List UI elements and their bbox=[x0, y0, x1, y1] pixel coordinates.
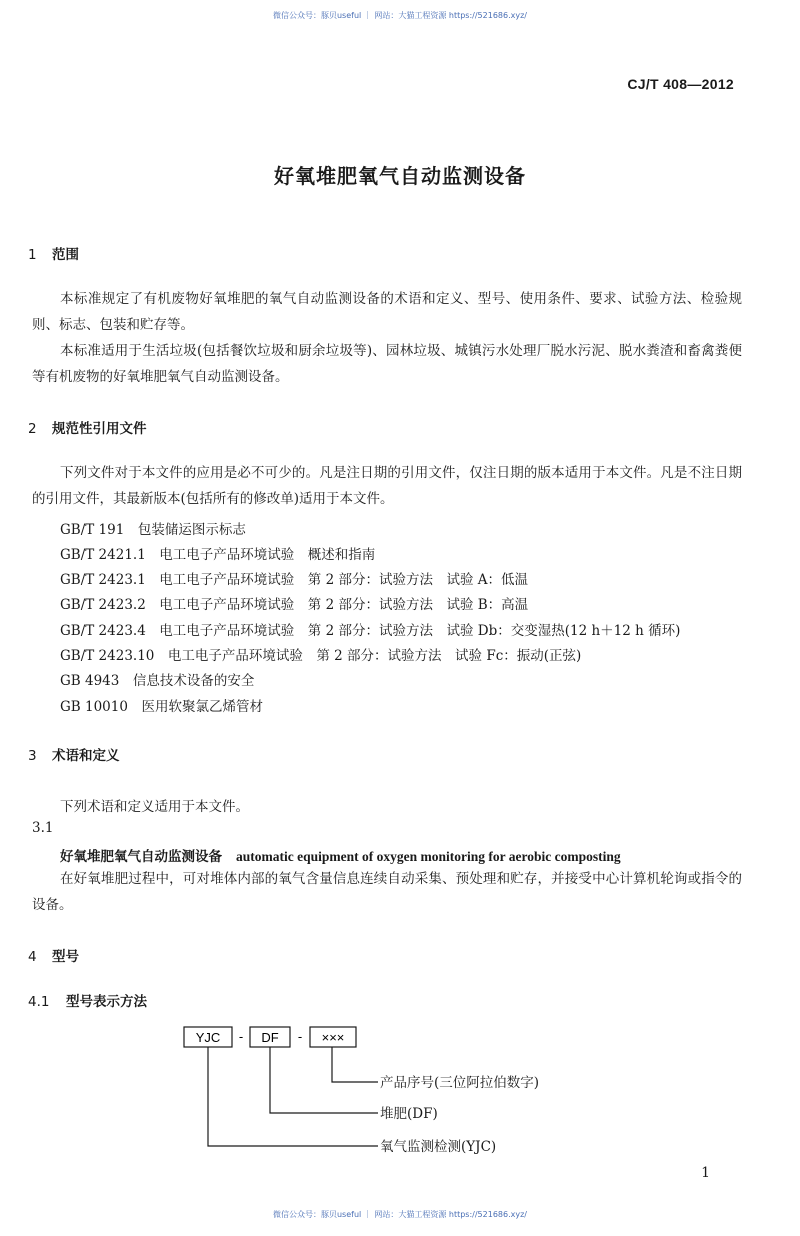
section-1-paragraph-2: 本标准适用于生活垃圾(包括餐饮垃圾和厨余垃圾等)、园林垃圾、城镇污水处理厂脱水污泥、脱水粪渣和畜禽粪便等有机废物的好氧堆肥氧气自动监测设备。 bbox=[32, 343, 742, 385]
label-compost: 堆肥(DF) bbox=[380, 1106, 438, 1122]
term-english: automatic equipment of oxygen monitoring for aerobic composting bbox=[236, 849, 621, 864]
section-number: 3 bbox=[28, 748, 37, 764]
term-definition: 在好氧堆肥过程中，可对堆体内部的氧气含量信息连续自动采集、预处理和贮存，并接受中心计算机轮询或指令的设备。 bbox=[32, 871, 742, 913]
section-title: 范围 bbox=[52, 247, 79, 263]
leader-line-2 bbox=[270, 1047, 378, 1113]
reference-item: GB/T 2423.1 电工电子产品环境试验 第 2 部分：试验方法 试验 A：低温 bbox=[60, 572, 528, 588]
section-number: 1 bbox=[28, 247, 37, 263]
separator-2: - bbox=[297, 1029, 303, 1044]
section-2-paragraph-1: 下列文件对于本文件的应用是必不可少的。凡是注日期的引用文件，仅注日期的版本适用于本文件。凡是不注日期的引用文件，其最新版本(包括所有的修改单)适用于本文件。 bbox=[32, 465, 742, 507]
subsection-3-1-number: 3.1 bbox=[32, 820, 54, 836]
label-oxygen-monitoring: 氧气监测检测(YJC) bbox=[380, 1139, 497, 1155]
reference-item: GB/T 2423.2 电工电子产品环境试验 第 2 部分：试验方法 试验 B：高温 bbox=[60, 597, 529, 613]
reference-item: GB/T 2421.1 电工电子产品环境试验 概述和指南 bbox=[60, 547, 376, 563]
box-xxx-label: ××× bbox=[321, 1030, 345, 1045]
reference-item: GB 10010 医用软聚氯乙烯管材 bbox=[60, 699, 263, 715]
watermark-bottom: 微信公众号：豚贝useful ｜ 网站：大猫工程资源 https://521686.xyz/ bbox=[272, 1210, 528, 1219]
reference-item: GB/T 191 包装储运图示标志 bbox=[60, 522, 246, 538]
leader-line-3 bbox=[332, 1047, 378, 1082]
reference-item: GB/T 2423.10 电工电子产品环境试验 第 2 部分：试验方法 试验 Fc：振动(正弦) bbox=[60, 648, 582, 664]
subsection-number: 4.1 bbox=[28, 994, 50, 1010]
section-title: 型号 bbox=[52, 949, 79, 965]
subsection-title: 型号表示方法 bbox=[66, 994, 147, 1010]
reference-item: GB/T 2423.4 电工电子产品环境试验 第 2 部分：试验方法 试验 Db：交变湿热(12 h＋12 h 循环) bbox=[60, 623, 681, 639]
watermark-top: 微信公众号：豚贝useful ｜ 网站：大猫工程资源 https://521686.xyz/ bbox=[272, 11, 528, 20]
page-number: 1 bbox=[701, 1165, 710, 1181]
box-yjc-label: YJC bbox=[195, 1030, 221, 1045]
section-title: 术语和定义 bbox=[52, 748, 120, 764]
reference-item: GB 4943 信息技术设备的安全 bbox=[60, 673, 255, 689]
section-title: 规范性引用文件 bbox=[52, 421, 147, 437]
term-chinese: 好氧堆肥氧气自动监测设备 bbox=[60, 849, 222, 865]
section-1-paragraph-1: 本标准规定了有机废物好氧堆肥的氧气自动监测设备的术语和定义、型号、使用条件、要求、试验方法、检验规则、标志、包装和贮存等。 bbox=[32, 291, 742, 333]
label-product-serial: 产品序号(三位阿拉伯数字) bbox=[380, 1075, 540, 1091]
section-3-paragraph-1: 下列术语和定义适用于本文件。 bbox=[60, 799, 249, 815]
section-number: 2 bbox=[28, 421, 37, 437]
separator-1: - bbox=[238, 1029, 244, 1044]
leader-line-1 bbox=[208, 1047, 378, 1146]
standard-code: CJ/T 408—2012 bbox=[627, 76, 734, 92]
section-number: 4 bbox=[28, 949, 37, 965]
document-title: 好氧堆肥氧气自动监测设备 bbox=[274, 164, 526, 188]
box-df-label: DF bbox=[261, 1030, 279, 1045]
